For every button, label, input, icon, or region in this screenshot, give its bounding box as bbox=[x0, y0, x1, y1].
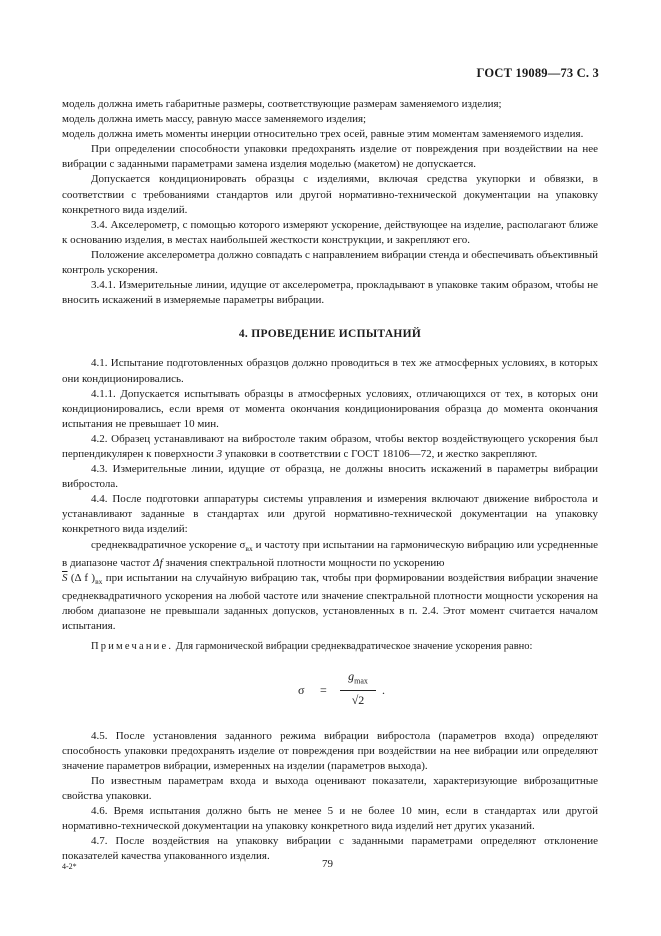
note-label: Примечание. bbox=[91, 641, 174, 653]
paragraph: модель должна иметь моменты инерции относительно трех осей, равные этим моментам заменяемого изделия. bbox=[62, 128, 584, 141]
paragraph: 4.1. Испытание подготовленных образцов должно проводиться в тех же атмосферных условиях, в которых они кондиционировались. bbox=[62, 357, 598, 385]
formula-sigma: σ bbox=[298, 682, 305, 697]
paragraph: При определении способности упаковки предохранять изделие от повреждения при воздействии на нее вибрации с заданными параметрами замена изделия моделью (макетом) не допускается. bbox=[62, 143, 598, 171]
face-number: 3 bbox=[216, 447, 223, 460]
paragraph-4-2: 4.2. Образец устанавливают на вибростоле таким образом, чтобы вектор воздействующего ускорения был перпендикулярен к поверхности 3 упаковки в соответствии с ГОСТ 18106—72, и жестко закрепляют. bbox=[62, 432, 598, 460]
formula-denominator: √2 bbox=[351, 693, 365, 708]
delta-f-symbol: Δf bbox=[153, 556, 163, 569]
paragraph: Допускается кондиционировать образцы с изделиями, включая средства укупорки и обвязки, в соответствии с требованиями стандартов или другой нормативно-технической документации на упаковку конкретного вида изделий. bbox=[62, 173, 598, 216]
paragraph-4-4-cont: $\overline{S}$ (Δ f )$_{вх}$ при испытании на случайную вибрацию так, чтобы при формировании воздействия вибрации значение среднеквадратичного ускорения на любой частоте или значение спектральной плотности мощности ускорения на любом диапазоне не превышали заданных допусков, установленных в п. 2.4. Этот момент считается началом испытания. bbox=[62, 571, 598, 633]
footer-signature: 4-2* bbox=[62, 862, 77, 871]
body-text bbox=[62, 97, 598, 864]
paragraph: 4.6. Время испытания должно быть не менее 5 и не более 10 мин, если в стандартах или другой нормативно-технической документации на упаковку конкретного вида изделий нет других указаний. bbox=[62, 805, 598, 833]
paragraph: 4.4. После подготовки аппаратуры системы управления и измерения включают движение вибростола и устанавливают заданные в стандартах или другой нормативно-технической документации на упаковку конкретного вида изделий: bbox=[62, 493, 598, 536]
paragraph: модель должна иметь массу, равную массе заменяемого изделия; bbox=[62, 113, 367, 126]
formula-dot: . bbox=[382, 682, 385, 697]
paragraph: 4.5. После установления заданного режима вибрации вибростола (параметров входа) определяют способность упаковки предохранять изделие от повреждения при воздействии на нее вибрации или определяют значение параметров вибрации, измеренных на изделии (параметров выхода). bbox=[62, 729, 598, 772]
s-bar-symbol: $\overline{S}$ bbox=[62, 571, 68, 584]
paragraph: По известным параметрам входа и выхода оценивают показатели, характеризующие виброзащитные свойства упаковки. bbox=[62, 774, 598, 802]
section-title: 4. ПРОВЕДЕНИЕ ИСПЫТАНИЙ bbox=[238, 328, 422, 341]
paragraph: 4.1.1. Допускается испытывать образцы в атмосферных условиях, отличающихся от тех, в которых они кондиционировались, если время от момента окончания кондиционирования образца до момента окончания испытания не превышает 10 мин. bbox=[62, 387, 598, 430]
formula-fraction bbox=[340, 669, 376, 709]
page-header: ГОСТ 19089—73 С. 3 bbox=[476, 66, 599, 80]
page-number: 79 bbox=[322, 858, 333, 870]
paragraph: 4.7. После воздействия на упаковку вибрации с заданными параметрами определяют отклонение показателей качества упакованного изделия. bbox=[62, 835, 598, 863]
paragraph: модель должна иметь габаритные размеры, соответствующие размерам заменяемого изделия; bbox=[62, 98, 502, 110]
note: Примечание. Для гармонической вибрации среднеквадратическое значение ускорения равно: bbox=[91, 641, 533, 653]
paragraph: Положение акселерометра должно совпадать с направлением вибрации стенда и обеспечивать объективный контроль ускорения. bbox=[62, 248, 598, 277]
formula-numerator: $g_{max}$ bbox=[340, 669, 376, 691]
paragraph: 4.3. Измерительные линии, идущие от образца, не должны вносить искажений в параметры вибрации вибростола. bbox=[62, 463, 598, 491]
formula-equals: = bbox=[320, 682, 327, 697]
paragraph-4-4-params: среднеквадратичное ускорение $\sigma_{вх}$ и частоту при испытании на гармоническую вибрацию или усредненные в диапазоне частот Δf значения спектральной плотности мощности по ускорению bbox=[62, 538, 598, 569]
sigma-symbol: $\sigma_{вх}$ bbox=[239, 538, 253, 553]
formula bbox=[62, 661, 598, 719]
paragraph: 3.4. Акселерометр, с помощью которого измеряют ускорение, действующее на изделие, располагают ближе к основанию изделия, в местах наибольшей жесткости конструкции, и закрепляют его. bbox=[62, 218, 598, 246]
paragraph: 3.4.1. Измерительные линии, идущие от акселерометра, прокладывают в упаковке таким образом, чтобы не вносить искажений в измеряемые параметры вибрации. bbox=[62, 279, 598, 307]
